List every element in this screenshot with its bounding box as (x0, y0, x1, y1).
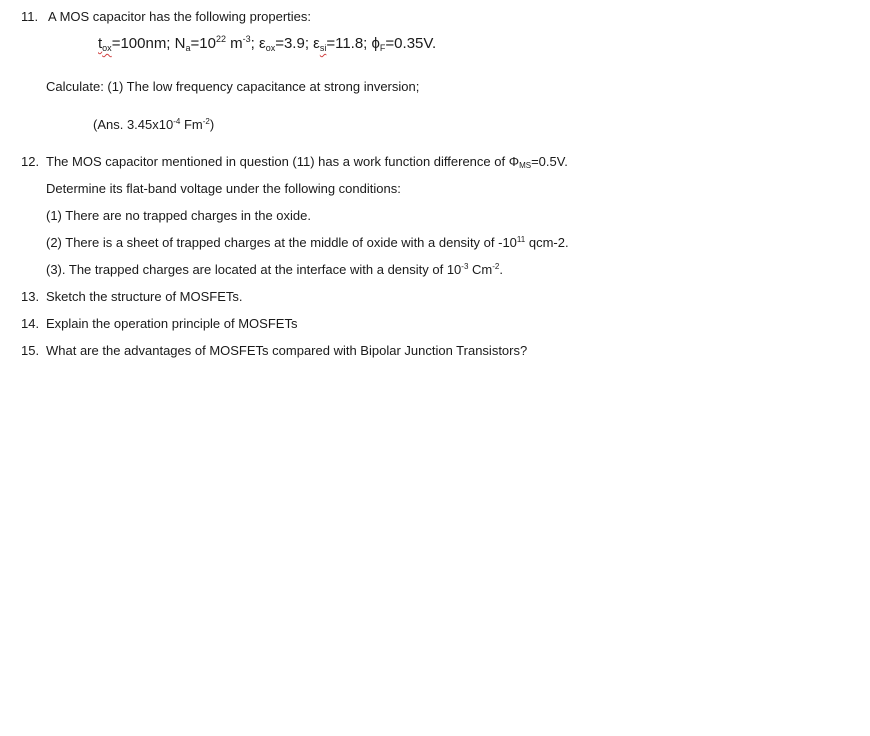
c2-pre: (2) There is a sheet of trapped charges at the middle of oxide with a density of -10 (46, 235, 517, 250)
c2-post: qcm-2. (525, 235, 569, 250)
q12-text-pre: The MOS capacitor mentioned in question (11) has a work function difference of Φ (46, 154, 520, 169)
q12-condition-2 (46, 235, 569, 251)
q12-text-sub: MS (519, 161, 532, 170)
question-14 (21, 316, 297, 332)
c2-exp: 11 (516, 235, 526, 244)
formula-m-unit: m (225, 35, 243, 52)
formula-eox-sub: ox (265, 43, 276, 53)
formula-esi-sub: si (319, 43, 327, 53)
c3-pre: (3). The trapped charges are located at the interface with a density of 10 (46, 262, 462, 277)
question-text: What are the advantages of MOSFETs compared with Bipolar Junction Transistors? (46, 343, 528, 358)
question-number: 11. (21, 9, 39, 24)
formula-phi-val: =0.35V. (385, 35, 437, 52)
formula-eox-pre: ; ε (250, 35, 266, 52)
q12-determine: Determine its flat-band voltage under the following conditions: (46, 181, 401, 196)
question-11 (21, 9, 311, 25)
question-13 (21, 289, 243, 305)
question-number: 14. (21, 316, 40, 331)
answer-mid: Fm (180, 117, 203, 132)
formula-properties (98, 35, 436, 53)
question-number: 15. (21, 343, 40, 358)
formula-t-sub: ox (102, 43, 112, 53)
formula-n-val: =10 (190, 35, 216, 52)
question-text: Sketch the structure of MOSFETs. (46, 289, 243, 304)
answer-exp2: -2 (202, 117, 210, 126)
formula-esi-val: =11.8; ϕ (326, 35, 380, 52)
answer-exp1: -4 (173, 117, 181, 126)
question-number: 12. (21, 154, 40, 169)
formula-n-exp: 22 (215, 34, 226, 44)
question-12 (21, 154, 568, 170)
question-15 (21, 343, 527, 359)
q12-condition-3 (46, 262, 503, 278)
c3-exp2: -2 (492, 262, 500, 271)
question-number: 13. (21, 289, 40, 304)
formula-m-exp: -3 (242, 34, 251, 44)
question-text: Explain the operation principle of MOSFETs (46, 316, 298, 331)
formula-phi-sub: F (379, 43, 386, 53)
formula-t-val: =100nm; N (111, 35, 186, 52)
q11-answer (93, 117, 214, 133)
c3-exp: -3 (461, 262, 469, 271)
formula-eox-val: =3.9; ε (275, 35, 320, 52)
answer-post: ) (209, 117, 215, 132)
formula-n-sub: a (185, 43, 191, 53)
q12-text-post: =0.5V. (531, 154, 568, 169)
c3-mid: Cm (468, 262, 493, 277)
formula-t: t (98, 35, 103, 52)
q12-condition-1: (1) There are no trapped charges in the oxide. (46, 208, 311, 223)
q11-calculate: Calculate: (1) The low frequency capacitance at strong inversion; (46, 79, 420, 94)
answer-pre: (Ans. 3.45x10 (93, 117, 174, 132)
c3-post: . (499, 262, 504, 277)
question-text: A MOS capacitor has the following properties: (48, 9, 312, 24)
